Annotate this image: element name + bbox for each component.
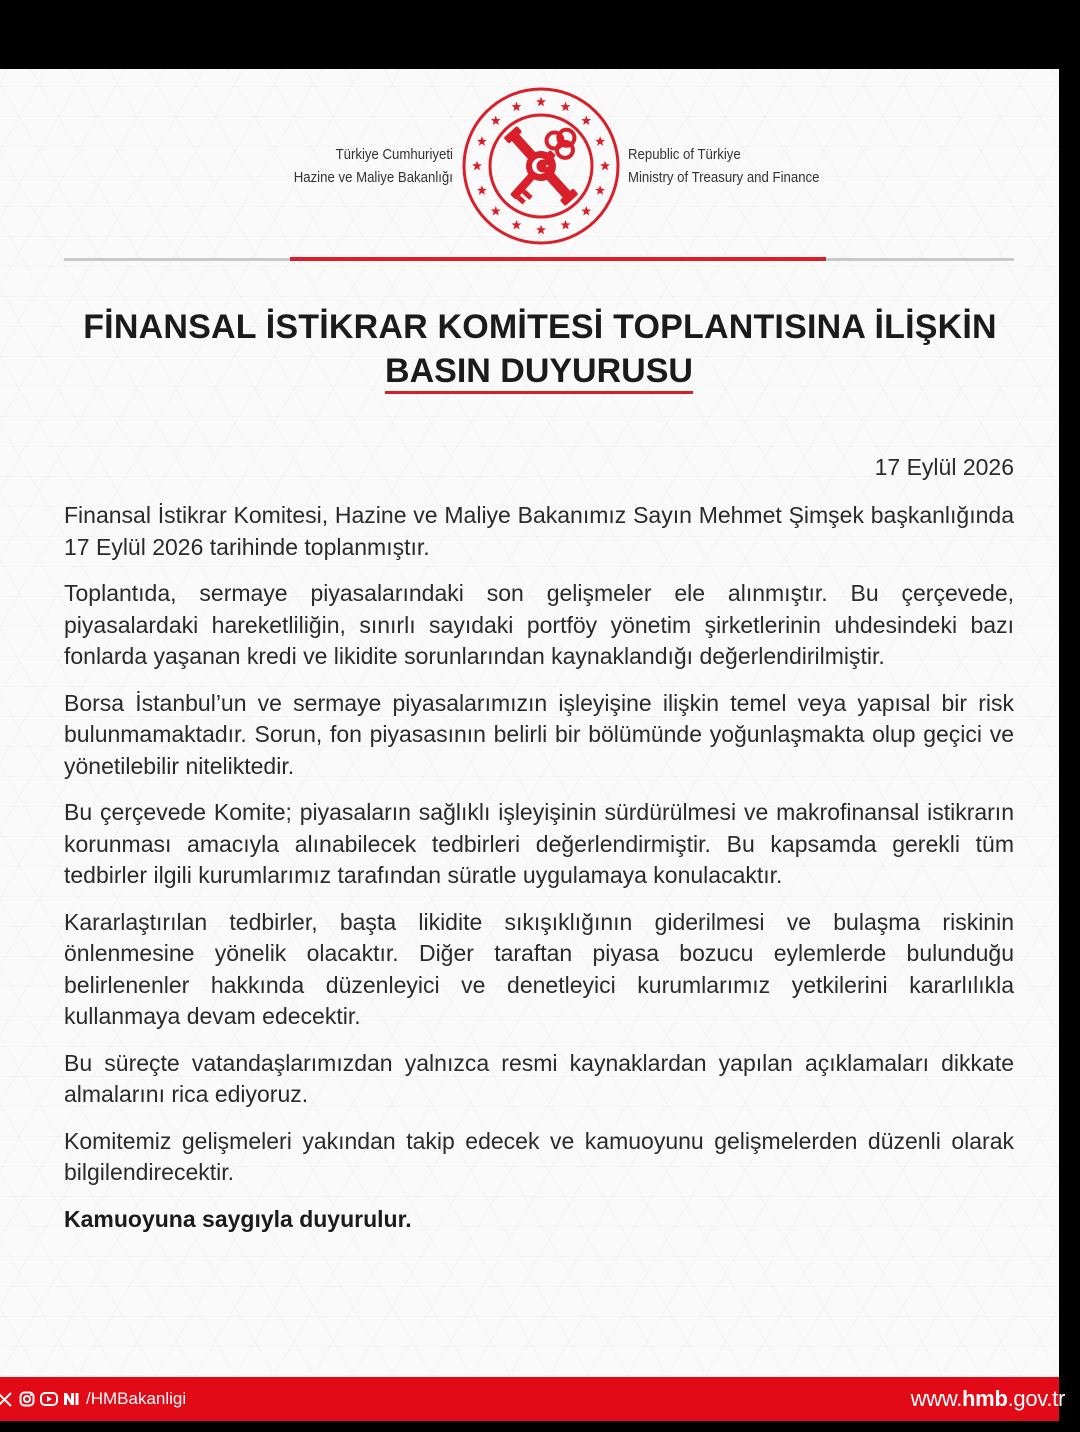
release-date: 17 Eylül 2026 — [874, 454, 1014, 480]
seal-star — [512, 220, 522, 229]
page-subtitle-text: BASIN DUYURUSU — [385, 352, 693, 394]
header-right-line2: Ministry of Treasury and Finance — [628, 169, 820, 186]
paragraph-4: Bu çerçevede Komite; piyasaların sağlıklı işleyişinin sürdürülmesi ve makrofinansal istikrarın korunması amacıyla alınabilecek tedbirleri değerlendirmiştir. Bu kapsamda gerekli tüm tedbirler ilgili kurumlarımız tarafından süratle uygulamaya konulacaktır. — [64, 799, 1014, 888]
seal-star — [477, 185, 487, 194]
paragraph-2: Toplantıda, sermaye piyasalarındaki son gelişmeler ele alınmıştır. Bu çerçevede, piyasalardaki hareketliliğin, sınırlı sayıdaki portföy yönetim şirketlerinin uhdesindeki bazı fonlarda yaşanan kredi ve likidite sorunlarından kaynaklandığı değerlendirilmiştir. — [64, 580, 1014, 669]
social-links — [0, 1389, 186, 1409]
seal-star — [512, 102, 522, 111]
website-link[interactable] — [911, 1386, 1065, 1412]
page-subtitle — [0, 349, 1078, 393]
x-icon[interactable] — [0, 1391, 13, 1408]
youtube-icon[interactable] — [40, 1391, 57, 1408]
press-release-body — [64, 500, 1014, 1250]
site-bold: hmb — [962, 1386, 1008, 1411]
seal-star — [536, 225, 546, 234]
seal-star — [561, 220, 571, 229]
closing-statement: Kamuoyuna saygıyla duyurulur. — [64, 1205, 412, 1232]
seal-star — [491, 116, 501, 125]
paragraph-7: Komitemiz gelişmeleri yakından takip edecek ve kamuoyunu gelişmelerden düzenli olarak bilgilendirecektir. — [64, 1127, 1014, 1185]
ministry-name-english — [628, 143, 819, 189]
seal-star — [595, 136, 605, 145]
seal-star — [600, 161, 610, 170]
header-divider-accent — [290, 257, 826, 261]
seal-star — [561, 102, 571, 111]
paragraph-3: Borsa İstanbul’un ve sermaye piyasalarımızın işleyişine ilişkin temel veya yapısal bir risk bulunmamaktadır. Sorun, fon piyasasının belirli bir bölümünde yoğunlaşmakta olup geçici ve yönetilebilir niteliktedir. — [64, 689, 1014, 779]
header-left-line2: Hazine ve Maliye Bakanlığı — [293, 169, 453, 186]
seal-star — [477, 136, 487, 145]
seal-star — [491, 206, 501, 215]
footer-bar — [0, 1377, 1065, 1421]
seal-star — [536, 97, 546, 106]
ministry-seal-logo — [461, 86, 621, 246]
paragraph-1: Finansal İstikrar Komitesi, Hazine ve Maliye Bakanımız Sayın Mehmet Şimşek başkanlığında 17 Eylül 2026 tarihinde toplanmıştır. — [64, 502, 1014, 560]
seal-star — [472, 161, 482, 170]
page-title: FİNANSAL İSTİKRAR KOMİTESİ TOPLANTISINA İLİŞKİN — [83, 308, 997, 346]
press-release-sheet — [0, 69, 1059, 1377]
site-suffix: .gov.tr — [1007, 1386, 1065, 1411]
paragraph-6: Bu süreçte vatandaşlarımızdan yalnızca resmi kaynaklardan yapılan açıklamaları dikkate almalarını rica ediyoruz. — [64, 1049, 1014, 1107]
header-left-line1: Türkiye Cumhuriyeti — [335, 146, 453, 163]
top-black-bar — [0, 0, 1059, 69]
seal-star — [581, 206, 591, 215]
instagram-icon[interactable] — [18, 1391, 35, 1408]
header-right-line1: Republic of Türkiye — [628, 146, 741, 163]
paragraph-5: Kararlaştırılan tedbirler, başta likidite sıkışıklığının giderilmesi ve bulaşma riskinin önlenmesine yönelik olacaktır. Diğer taraftan piyasa bozucu eylemlerde bulunduğu belirlenenler hakkında düzenleyici ve denetleyici kurumlarımız yetkilerini kararlılıkla kullanmaya devam edecektir. — [64, 908, 1014, 1029]
seal-star — [595, 185, 605, 194]
bottom-black-bar — [0, 1421, 1059, 1432]
nsosyal-icon[interactable] — [62, 1391, 79, 1408]
seal-star — [581, 116, 591, 125]
ministry-name-turkish — [294, 143, 453, 189]
site-prefix: www. — [910, 1386, 963, 1411]
social-handle[interactable]: /HMBakanligi — [86, 1389, 187, 1408]
